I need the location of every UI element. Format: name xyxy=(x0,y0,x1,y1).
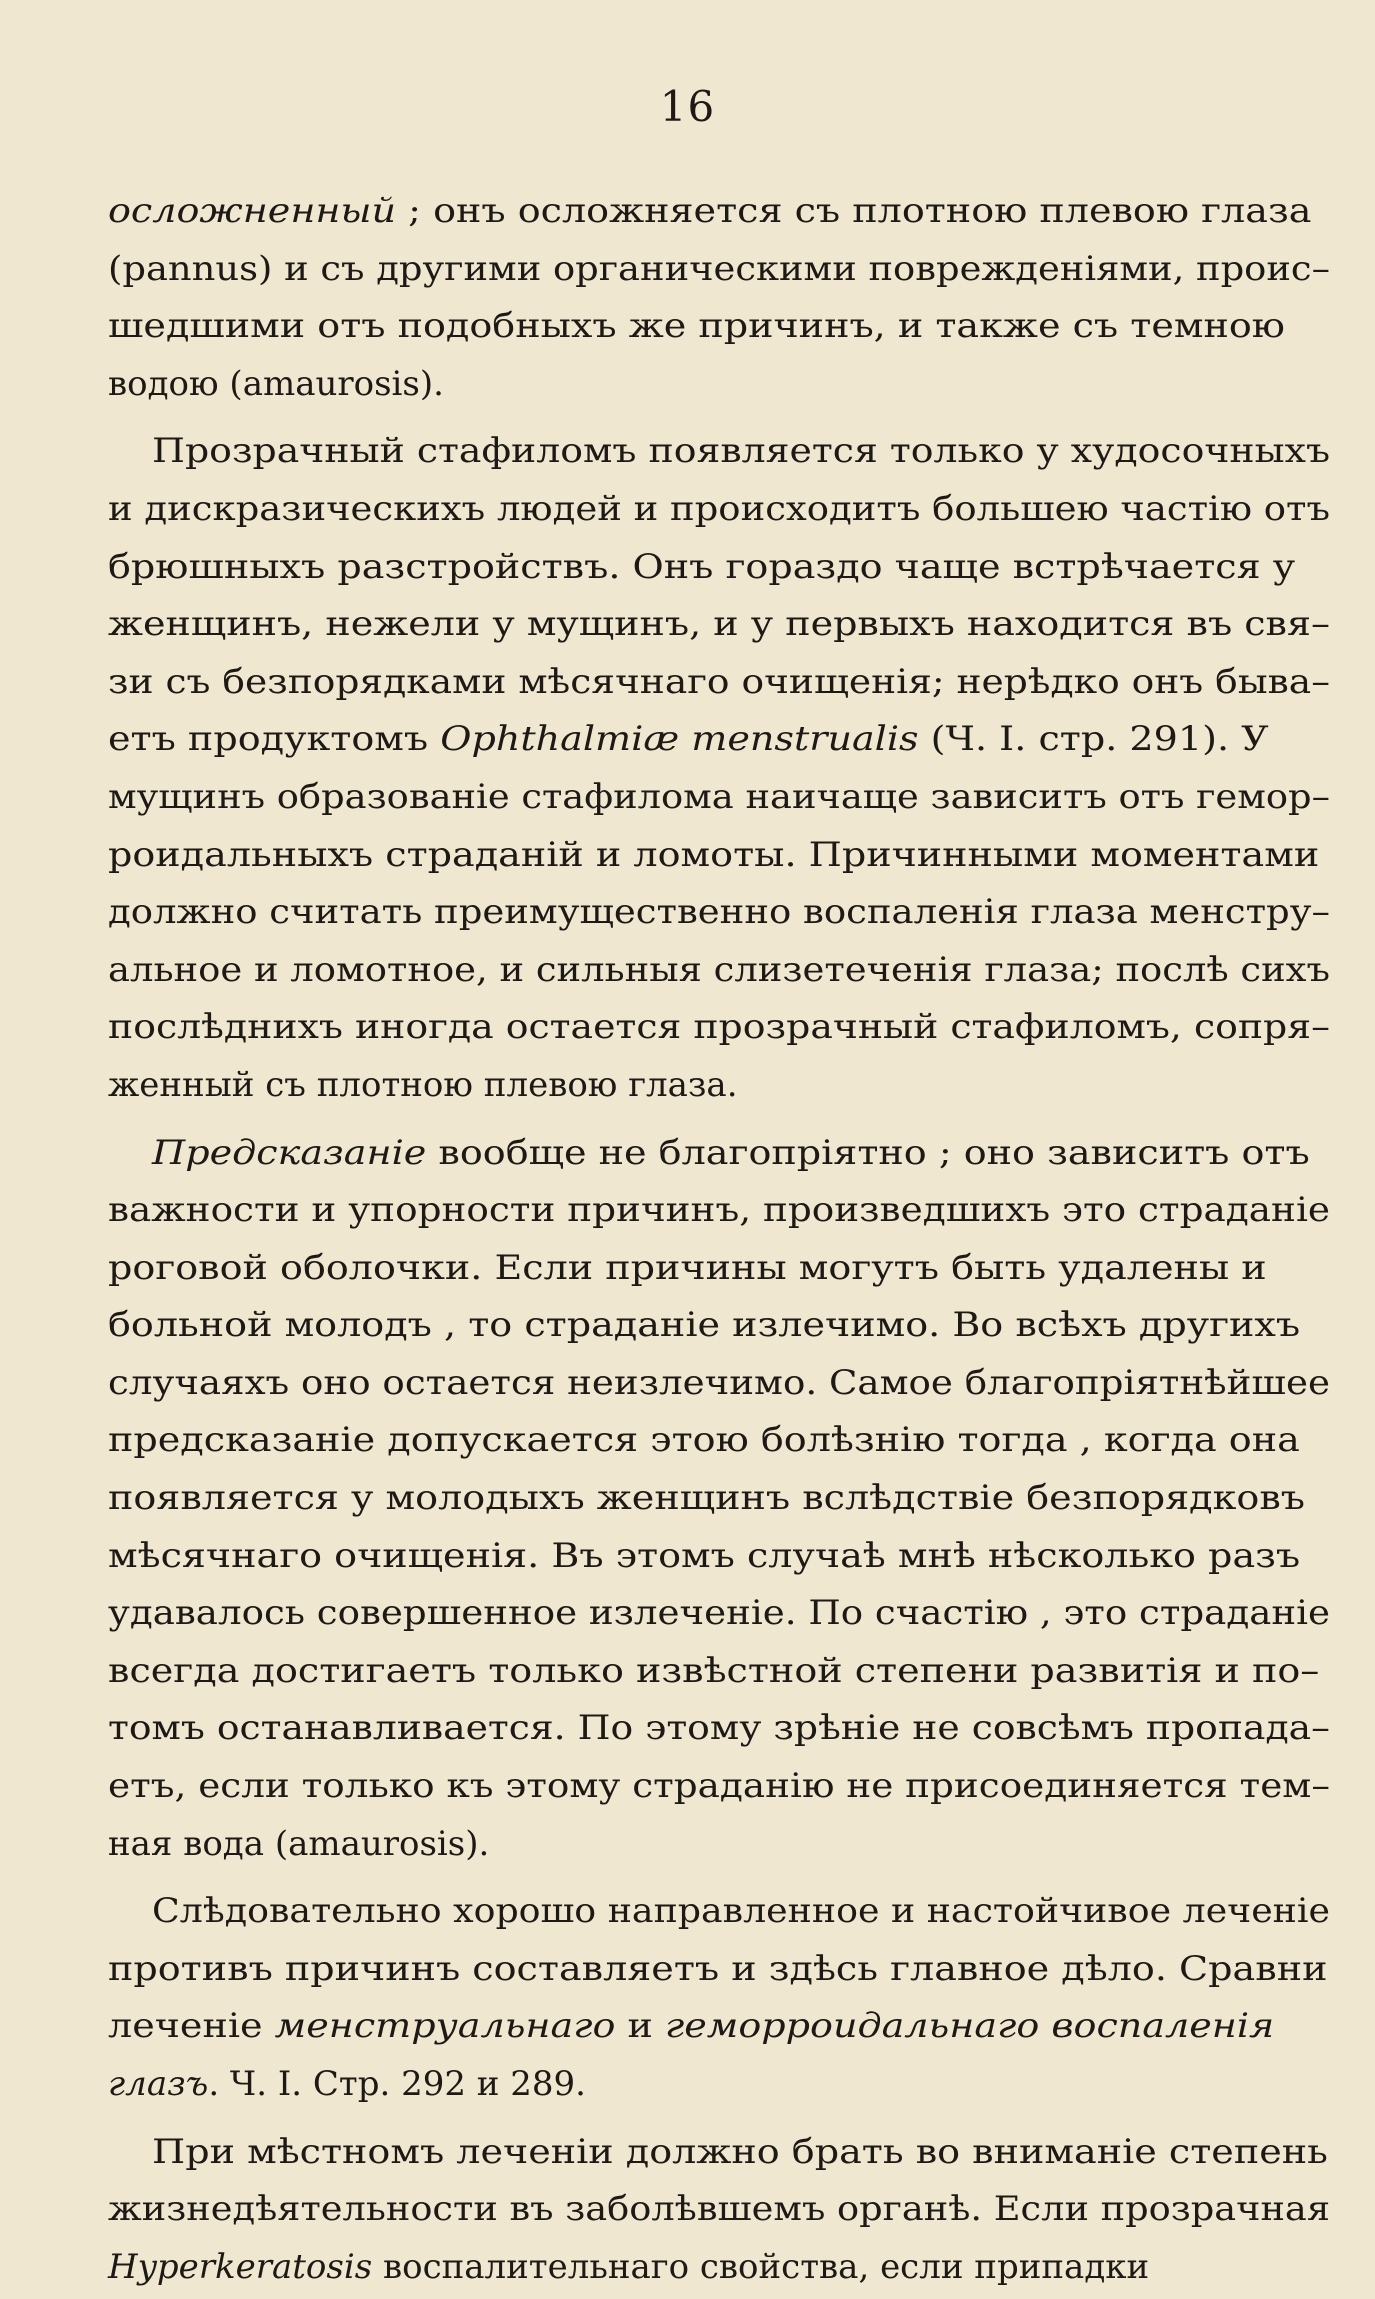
text-segment: ная вода (amaurosis). xyxy=(108,1823,490,1864)
text-line xyxy=(108,2124,1330,2182)
text-line xyxy=(108,183,1330,241)
text-line xyxy=(108,769,1330,827)
text-line xyxy=(108,1057,1330,1115)
text-line xyxy=(108,1643,1330,1701)
paragraph xyxy=(108,2124,1330,2297)
text-line xyxy=(108,1941,1330,1999)
text-segment: предсказаніе допускается этою болѣзнію тогда , когда она xyxy=(108,1420,1300,1461)
italic-text: Предсказаніе xyxy=(152,1132,427,1173)
text-segment: вообще не благопріятно ; оно зависитъ отъ xyxy=(426,1132,1310,1173)
text-line xyxy=(108,2239,1330,2297)
text-segment: роговой оболочки. Если причины могутъ быть удалены и xyxy=(108,1247,1267,1288)
text-line xyxy=(108,654,1330,712)
text-segment: зи съ безпорядками мѣсячнаго очищенія; нерѣдко онъ быва– xyxy=(108,661,1330,702)
text-line xyxy=(108,1355,1330,1413)
text-line xyxy=(108,1758,1330,1816)
text-segment: случаяхъ оно остается неизлечимо. Самое благопріятнѣйшее xyxy=(108,1362,1330,1403)
text-line xyxy=(108,1125,1330,1183)
text-segment: мѣсячнаго очищенія. Въ этомъ случаѣ мнѣ нѣсколько разъ xyxy=(108,1535,1301,1576)
text-segment: всегда достигаетъ только извѣстной степени развитія и по– xyxy=(108,1650,1320,1691)
text-segment: ; онъ осложняется съ плотною плевою глаза xyxy=(396,191,1312,231)
page-number: 16 xyxy=(659,82,716,131)
text-segment: роидальныхъ страданій и ломоты. Причинными моментами xyxy=(108,834,1320,875)
text-segment: леченіе xyxy=(108,2006,275,2047)
text-segment: и дискразическихъ людей и происходитъ большею частію отъ xyxy=(108,488,1331,529)
text-segment: альное и ломотное, и сильныя слизетеченія глаза; послѣ сихъ xyxy=(108,949,1330,990)
text-segment: должно считать преимущественно воспаленія глаза менстру– xyxy=(108,892,1330,933)
text-segment: мущинъ образованіе стафилома наичаще зависитъ отъ гемор– xyxy=(108,776,1330,817)
text-segment: етъ, если только къ этому страданію не присоединяется тем– xyxy=(108,1766,1330,1807)
text-line xyxy=(108,1816,1330,1874)
text-line xyxy=(108,827,1330,885)
italic-text: геморроидальнаго воспаленія xyxy=(664,2006,1275,2047)
text-line xyxy=(108,423,1330,481)
text-segment: Слѣдовательно хорошо направленное и настойчивое леченіе xyxy=(152,1891,1330,1932)
text-line xyxy=(108,356,1330,414)
italic-text: Ophthalmiæ menstrualis xyxy=(440,719,919,760)
text-line xyxy=(108,1883,1330,1941)
text-segment: Прозрачный стафиломъ появляется только у худосочныхъ xyxy=(152,431,1330,472)
text-line xyxy=(108,884,1330,942)
text-line xyxy=(108,999,1330,1057)
text-segment: важности и упорности причинъ, произведшихъ это страданіе xyxy=(108,1190,1330,1231)
text-segment: женщинъ, нежели у мущинъ, и у первыхъ находится въ свя– xyxy=(108,604,1330,645)
text-line xyxy=(108,1182,1330,1240)
paragraph xyxy=(108,1125,1330,1874)
paragraph xyxy=(108,183,1330,413)
text-segment: жизнедѣятельности въ заболѣвшемъ органѣ. Если прозрачная xyxy=(108,2189,1330,2230)
text-segment: брюшныхъ разстройствъ. Онъ гораздо чаще встрѣчается у xyxy=(108,546,1296,587)
text-line xyxy=(108,2056,1330,2114)
text-line xyxy=(108,1700,1330,1758)
italic-text: Hyperkeratosis xyxy=(108,2246,373,2287)
paragraph xyxy=(108,423,1330,1114)
italic-text: менструальнаго xyxy=(274,2006,616,2047)
text-line xyxy=(108,1470,1330,1528)
italic-text: глазъ xyxy=(108,2064,209,2104)
text-segment: водою (amaurosis). xyxy=(108,363,444,404)
body-text xyxy=(108,183,1330,2296)
text-segment: етъ продуктомъ xyxy=(108,719,441,760)
text-line xyxy=(108,241,1330,299)
text-line xyxy=(108,1240,1330,1298)
text-line xyxy=(108,2181,1330,2239)
text-segment: . Ч. I. Стр. 292 и 289. xyxy=(208,2064,586,2104)
text-segment: послѣднихъ иногда остается прозрачный стафиломъ, сопря– xyxy=(108,1007,1330,1048)
text-line xyxy=(108,1412,1330,1470)
paragraph xyxy=(108,1883,1330,2113)
text-line xyxy=(108,942,1330,1000)
text-line xyxy=(108,1528,1330,1586)
text-line xyxy=(108,711,1330,769)
text-segment: При мѣстномъ леченіи должно брать во вниманіе степень xyxy=(152,2131,1328,2172)
text-segment: томъ останавливается. По этому зрѣніе не совсѣмъ пропада– xyxy=(108,1708,1330,1749)
text-line xyxy=(108,481,1330,539)
text-segment: больной молодъ , то страданіе излечимо. Во всѣхъ другихъ xyxy=(108,1305,1301,1346)
text-segment: (Ч. I. стр. 291). У xyxy=(918,719,1269,760)
text-segment: и xyxy=(615,2006,665,2047)
text-line xyxy=(108,539,1330,597)
text-segment: воспалительнаго свойства, если припадки xyxy=(372,2246,1150,2287)
text-segment: (pannus) и съ другими органическими поврежденіями, проис– xyxy=(108,248,1330,289)
text-line xyxy=(108,1297,1330,1355)
text-segment: удавалось совершенное излеченіе. По счастію , это страданіе xyxy=(108,1593,1330,1634)
text-segment: женный съ плотною плевою глаза. xyxy=(108,1064,738,1105)
text-segment: шедшими отъ подобныхъ же причинъ, и также съ темною xyxy=(108,306,1285,347)
text-segment: появляется у молодыхъ женщинъ вслѣдствіе безпорядковъ xyxy=(108,1478,1306,1519)
text-line xyxy=(108,298,1330,356)
text-line xyxy=(108,596,1330,654)
text-line xyxy=(108,1585,1330,1643)
italic-text: осложненный xyxy=(108,191,397,231)
text-segment: противъ причинъ составляетъ и здѣсь главное дѣло. Сравни xyxy=(108,1948,1328,1989)
text-line xyxy=(108,1998,1330,2056)
